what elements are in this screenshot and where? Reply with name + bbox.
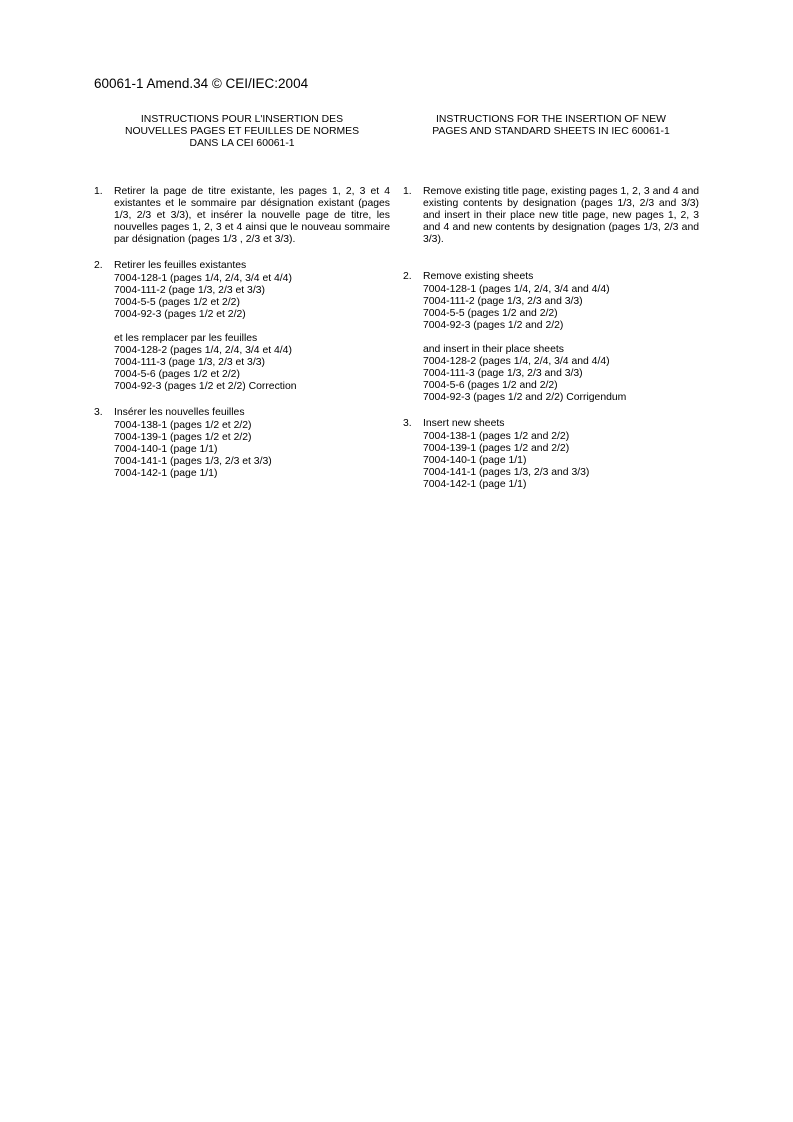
item-line: 7004-5-5 (pages 1/2 and 2/2) xyxy=(423,307,558,319)
item-number: 2. xyxy=(94,260,103,272)
french-title xyxy=(94,114,390,186)
item-line: 7004-139-1 (pages 1/2 et 2/2) xyxy=(114,431,252,443)
item-line: 7004-92-3 (pages 1/2 and 2/2) xyxy=(423,319,564,331)
title-line: INSTRUCTIONS POUR L'INSERTION DES xyxy=(140,114,344,125)
item-line: 7004-141-1 (pages 1/3, 2/3 et 3/3) xyxy=(114,455,272,467)
item-line: 7004-111-2 (page 1/3, 2/3 and 3/3) xyxy=(423,295,583,307)
item-line: 7004-142-1 (page 1/1) xyxy=(114,467,218,479)
title-line: DANS LA CEI 60061-1 xyxy=(189,138,295,150)
item-line: 7004-5-5 (pages 1/2 et 2/2) xyxy=(114,296,240,308)
item-number: 1. xyxy=(94,186,103,197)
item-line: and insert in their place sheets xyxy=(423,343,564,355)
instruction-item-2 xyxy=(94,260,390,393)
page-header: 60061-1 Amend.34 © CEI/IEC:2004 xyxy=(94,76,309,91)
item-line: 7004-92-3 (pages 1/2 et 2/2) Correction xyxy=(114,381,297,393)
instruction-item-3 xyxy=(403,418,699,491)
title-line: PAGES AND STANDARD SHEETS IN IEC 60061-1 xyxy=(432,126,670,138)
item-line: 7004-92-3 (pages 1/2 et 2/2) xyxy=(114,308,246,320)
item-line: 7004-140-1 (page 1/1) xyxy=(114,443,218,455)
instruction-item-2 xyxy=(403,271,699,404)
item-number: 3. xyxy=(94,407,103,419)
item-number: 2. xyxy=(403,271,412,283)
item-line: 7004-141-1 (pages 1/3, 2/3 and 3/3) xyxy=(423,466,590,478)
item-line: 7004-142-1 (page 1/1) xyxy=(423,478,527,490)
item-number: 1. xyxy=(403,186,412,197)
item-line: 7004-5-6 (pages 1/2 et 2/2) xyxy=(114,369,240,381)
item-line: 7004-140-1 (page 1/1) xyxy=(423,454,527,466)
item-line: 7004-138-1 (pages 1/2 and 2/2) xyxy=(423,430,570,442)
english-column xyxy=(403,114,699,505)
item-text: Retirer la page de titre existante, les pages 1, 2, 3 et 4 existantes et le sommaire par désignation existant (pages 1/3, 2/3 et 3/3), et insérer la nouvelle page de titre, les nouvelles pages 1, 2, 3 et 4 ainsi que le nouveau sommaire par désignation (pages 1/3 , 2/3 et 3/3). xyxy=(114,186,390,246)
instruction-item-3 xyxy=(94,407,390,480)
item-line: et les remplacer par les feuilles xyxy=(114,332,258,344)
instruction-item-1 xyxy=(403,186,699,246)
item-line: 7004-111-3 (page 1/3, 2/3 et 3/3) xyxy=(114,357,265,369)
title-line: INSTRUCTIONS FOR THE INSERTION OF NEW xyxy=(436,114,666,125)
instruction-item-1 xyxy=(94,186,390,246)
item-line: 7004-138-1 (pages 1/2 et 2/2) xyxy=(114,419,252,431)
item-line: 7004-111-3 (page 1/3, 2/3 and 3/3) xyxy=(423,368,583,380)
item-line: 7004-92-3 (pages 1/2 and 2/2) Corrigendum xyxy=(423,392,627,404)
item-line: 7004-128-1 (pages 1/4, 2/4, 3/4 et 4/4) xyxy=(114,272,292,284)
item-line: 7004-111-2 (page 1/3, 2/3 et 3/3) xyxy=(114,284,265,296)
item-line: Remove existing sheets xyxy=(423,271,534,283)
title-line: NOUVELLES PAGES ET FEUILLES DE NORMES xyxy=(124,126,360,138)
english-title xyxy=(403,114,699,186)
item-line: 7004-139-1 (pages 1/2 and 2/2) xyxy=(423,442,570,454)
item-line: Retirer les feuilles existantes xyxy=(114,260,247,272)
item-line: 7004-128-2 (pages 1/4, 2/4, 3/4 et 4/4) xyxy=(114,345,292,357)
item-line: 7004-5-6 (pages 1/2 and 2/2) xyxy=(423,380,558,392)
item-line: 7004-128-2 (pages 1/4, 2/4, 3/4 and 4/4) xyxy=(423,356,610,368)
item-line: Insert new sheets xyxy=(423,418,505,430)
item-number: 3. xyxy=(403,418,412,430)
item-line: 7004-128-1 (pages 1/4, 2/4, 3/4 and 4/4) xyxy=(423,283,610,295)
item-text: Remove existing title page, existing pages 1, 2, 3 and 4 and existing contents by designation (pages 1/3, 2/3 and 3/3) and insert in their place new title page, new pages 1, 2, 3 and 4 and new contents by designation (pages 1/3, 2/3 and 3/3). xyxy=(423,186,699,246)
french-column xyxy=(94,114,390,494)
item-line: Insérer les nouvelles feuilles xyxy=(114,407,245,419)
